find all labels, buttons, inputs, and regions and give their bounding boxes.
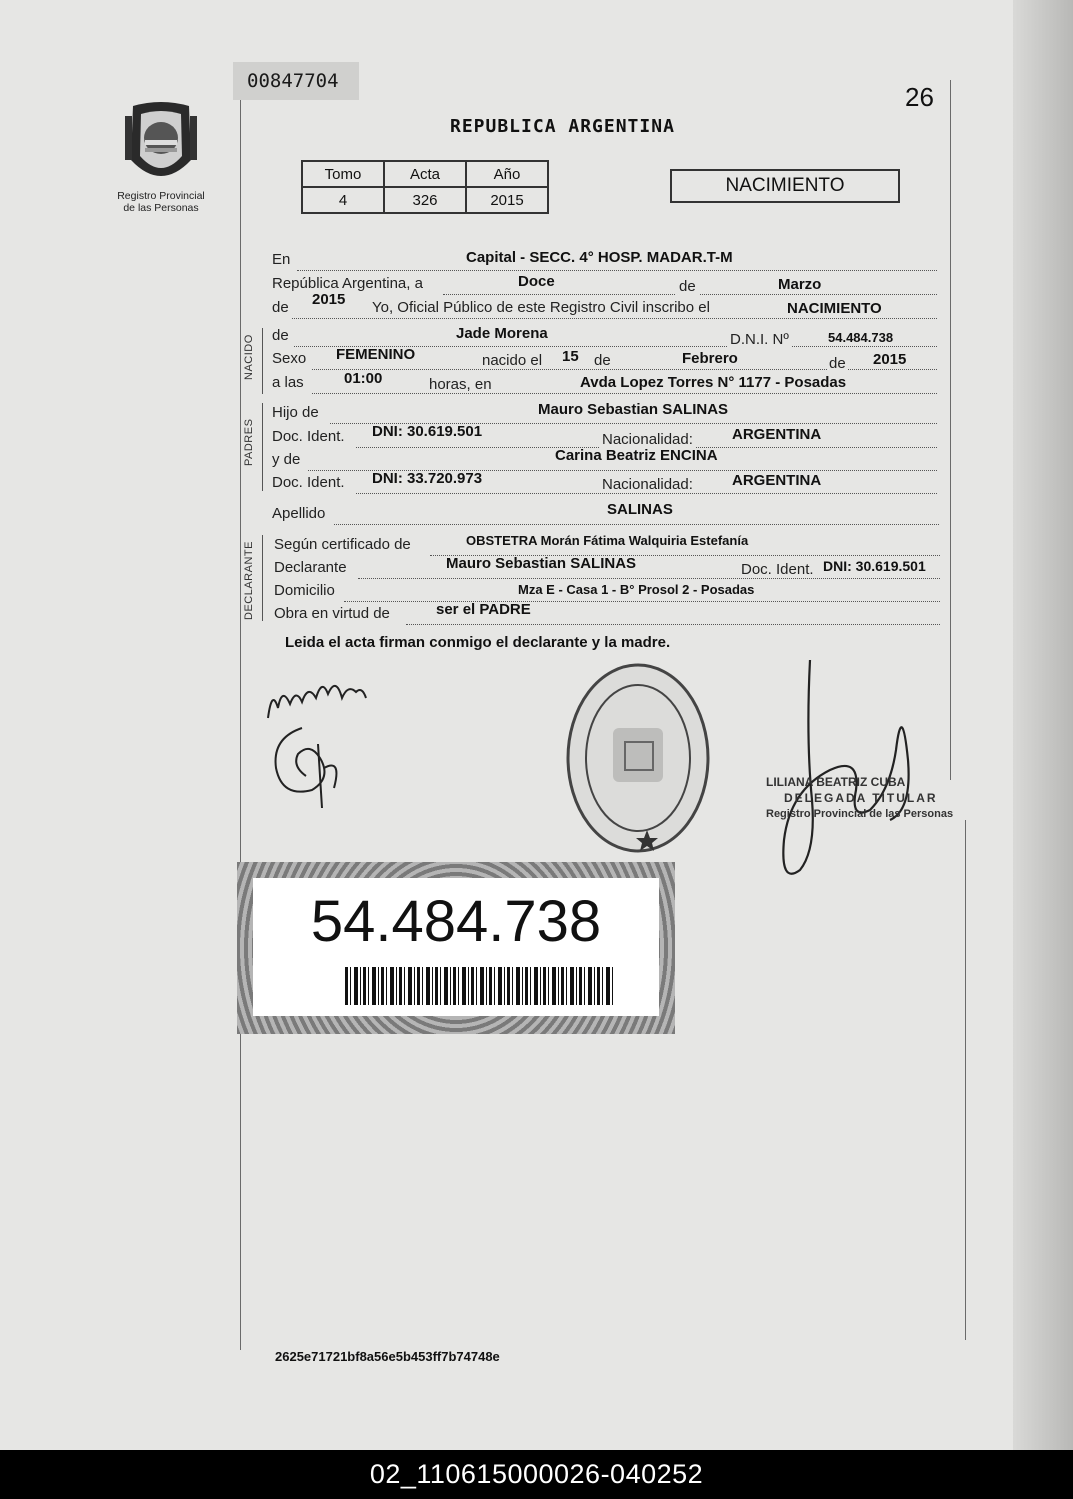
label-nacido-el: nacido el <box>482 352 543 369</box>
label-nacionalidad: Nacionalidad: <box>602 431 693 448</box>
label-doc-ident2: Doc. Ident. <box>272 474 345 491</box>
label-yo: Yo, Oficial Público de este Registro Civil inscribo el <box>372 299 710 316</box>
value-year: 2015 <box>312 291 346 308</box>
value-declarant: Mauro Sebastian SALINAS <box>446 555 637 572</box>
label-obra: Obra en virtud de <box>274 605 390 622</box>
footer-id-bar <box>0 1450 1073 1499</box>
label-apellido: Apellido <box>272 505 326 522</box>
table-header-acta: Acta <box>384 161 466 187</box>
right-margin-line-lower <box>965 820 966 1340</box>
value-place: Capital - SECC. 4° HOSP. MADAR.T-M <box>466 249 733 266</box>
value-name: Jade Morena <box>456 325 548 342</box>
value-dni: 54.484.738 <box>828 330 894 345</box>
official-name: LILIANA BEATRIZ CUBA <box>766 775 906 789</box>
footer-id: 02_110615000026-040252 <box>369 1459 704 1489</box>
label-a-las: a las <box>272 374 304 391</box>
document-title: REPUBLICA ARGENTINA <box>450 116 675 137</box>
dotted-line <box>312 393 937 394</box>
dotted-line <box>292 318 937 319</box>
registry-stamp <box>565 662 711 856</box>
label-de-name: de <box>272 327 289 344</box>
page-number: 26 <box>905 82 934 112</box>
value-certificate: OBSTETRA Morán Fátima Walquiria Estefanía <box>466 533 749 548</box>
barcode-icon <box>345 967 615 1005</box>
value-mother-nat: ARGENTINA <box>732 472 822 489</box>
value-birth-place: Avda Lopez Torres N° 1177 - Posadas <box>580 374 847 391</box>
dni-card <box>237 862 675 1034</box>
label-hijo-de: Hijo de <box>272 404 319 421</box>
value-surname: SALINAS <box>607 501 673 518</box>
official-block <box>766 774 953 822</box>
official-title: DELEGADA TITULAR <box>784 791 938 805</box>
label-dni: D.N.I. Nº <box>730 331 789 348</box>
dotted-line <box>356 493 937 494</box>
section-divider <box>262 535 263 621</box>
registry-table <box>301 160 549 214</box>
value-mother-doc: DNI: 33.720.973 <box>372 470 483 487</box>
table-header-anio: Año <box>466 161 548 187</box>
section-divider <box>262 403 263 491</box>
value-mother: Carina Beatriz ENCINA <box>555 447 718 464</box>
value-capacity: ser el PADRE <box>436 601 531 618</box>
label-de-month: de <box>594 352 611 369</box>
value-address: Mza E - Casa 1 - B° Prosol 2 - Posadas <box>518 582 755 597</box>
dotted-line <box>358 578 940 579</box>
dotted-line <box>406 624 940 625</box>
label-republica: República Argentina, a <box>272 275 423 292</box>
label-segun: Según certificado de <box>274 536 411 553</box>
page-edge-shadow <box>1013 0 1073 1450</box>
right-margin-line <box>950 80 951 780</box>
label-de-year: de <box>272 299 289 316</box>
value-father: Mauro Sebastian SALINAS <box>538 401 729 418</box>
label-declarante: Declarante <box>274 559 347 576</box>
label-de: de <box>676 278 699 295</box>
table-value-acta: 326 <box>384 187 466 213</box>
record-type-box: NACIMIENTO <box>670 169 900 203</box>
value-birth-month: Febrero <box>682 350 738 367</box>
document-hash: 2625e71721bf8a56e5b453ff7b74748e <box>275 1349 500 1364</box>
value-month: Marzo <box>778 276 822 293</box>
label-domicilio: Domicilio <box>274 582 335 599</box>
dni-card-number: 54.484.738 <box>310 889 602 954</box>
closing-statement: Leida el acta firman conmigo el declarante y la madre. <box>285 634 671 651</box>
value-declarant-doc: DNI: 30.619.501 <box>823 558 926 574</box>
official-office: Registro Provincial de las Personas <box>766 808 954 820</box>
dni-card-label <box>253 878 659 1016</box>
table-header-tomo: Tomo <box>302 161 384 187</box>
logo-caption-line1: Registro Provincial <box>117 190 205 202</box>
dotted-line <box>334 524 939 525</box>
value-day: Doce <box>518 273 555 290</box>
left-margin-line <box>240 100 241 1350</box>
registry-logo <box>112 100 210 224</box>
coat-of-arms-icon <box>121 100 201 190</box>
label-sexo: Sexo <box>272 350 307 367</box>
dotted-line <box>297 270 937 271</box>
label-doc-ident3: Doc. Ident. <box>741 561 814 578</box>
value-birth-year: 2015 <box>873 351 907 368</box>
value-birth-day: 15 <box>562 348 579 365</box>
section-divider <box>262 328 263 394</box>
label-nacionalidad2: Nacionalidad: <box>602 476 693 493</box>
value-time: 01:00 <box>344 370 383 387</box>
value-father-doc: DNI: 30.619.501 <box>372 423 483 440</box>
value-record: NACIMIENTO <box>787 300 882 317</box>
label-y-de: y de <box>272 451 301 468</box>
side-label-nacido: NACIDO <box>243 334 255 380</box>
side-label-declarante: DECLARANTE <box>243 541 255 620</box>
label-de-year2: de <box>829 355 846 372</box>
value-sex: FEMENINO <box>336 346 416 363</box>
serial-number: 00847704 <box>233 62 359 100</box>
logo-caption-line2: de las Personas <box>123 202 199 214</box>
value-father-nat: ARGENTINA <box>732 426 822 443</box>
label-en: En <box>272 251 291 268</box>
label-doc-ident: Doc. Ident. <box>272 428 345 445</box>
dotted-line <box>344 601 940 602</box>
label-horas-en: horas, en <box>429 376 492 393</box>
side-label-padres: PADRES <box>243 418 255 466</box>
table-value-tomo: 4 <box>302 187 384 213</box>
declarant-signature <box>262 658 372 818</box>
table-value-anio: 2015 <box>466 187 548 213</box>
